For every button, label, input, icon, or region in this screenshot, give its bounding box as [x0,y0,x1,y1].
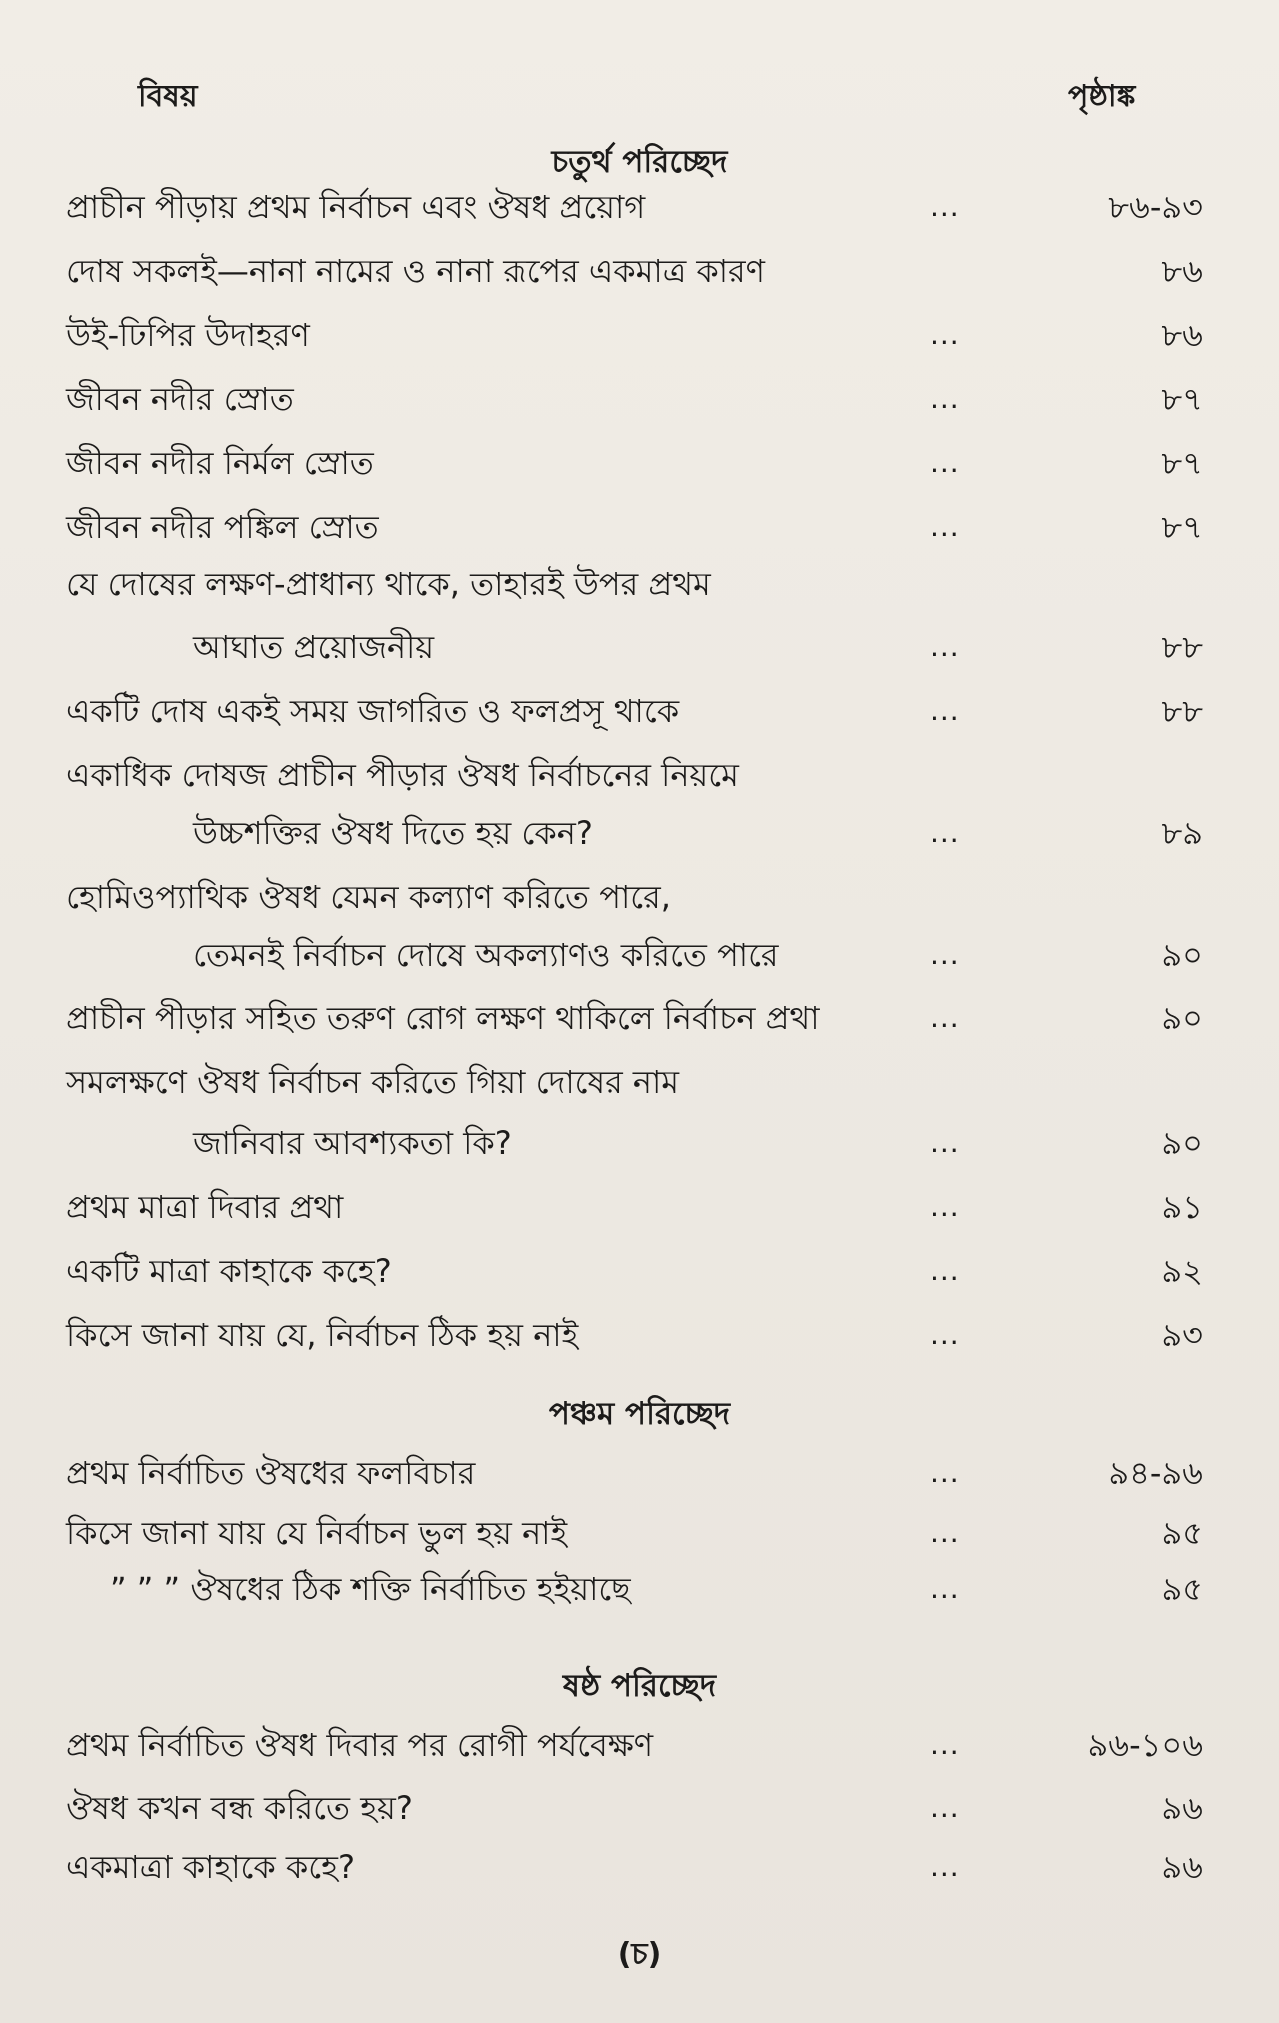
toc-entry-leader-dots: ... [930,1728,960,1761]
toc-entry-title: একমাত্রা কাহাকে কহে? [66,1848,355,1886]
toc-entry-leader-dots: ... [930,1190,960,1223]
toc-entry [0,1185,1279,1233]
toc-entry-page-number: ৮৬ [1161,316,1203,354]
toc-entry-page-number: ৯০ [1161,936,1203,974]
toc-entry-title: উচ্চশক্তির ঔষধ দিতে হয় কেন? [193,814,593,852]
toc-entry-title: যে দোষের লক্ষণ-প্রাধান্য থাকে, তাহারই উপর প্রথম [66,565,711,603]
toc-entry-title: প্রাচীন পীড়ায় প্রথম নির্বাচন এবং ঔষধ প্রয়োগ [66,188,646,226]
toc-entry [0,1249,1279,1297]
toc-entry-title: ” ” ” ঔষধের ঠিক শক্তি নির্বাচিত হইয়াছে [110,1570,631,1608]
toc-entry-title: সমলক্ষণে ঔষধ নির্বাচন করিতে গিয়া দোষের নাম [66,1063,680,1101]
toc-entry-title: জীবন নদীর নির্মল স্রোত [66,444,374,482]
toc-entry [0,1121,1279,1169]
toc-entry [0,811,1279,859]
toc-entry [0,1845,1279,1893]
toc-entry-title: একাধিক দোষজ প্রাচীন পীড়ার ঔষধ নির্বাচনের নিয়মে [66,756,739,794]
toc-entry [0,1567,1279,1615]
toc-entry-leader-dots: ... [930,1254,960,1287]
toc-entry-leader-dots: ... [930,1516,960,1549]
toc-entry-page-number: ৮৬ [1161,252,1203,290]
toc-entry-page-number: ৯০ [1161,999,1203,1037]
toc-entry-leader-dots: ... [930,382,960,415]
toc-entry-page-number: ৯৩ [1161,1316,1203,1354]
toc-entry-page-number: ৮৭ [1161,380,1203,418]
toc-entry [0,1451,1279,1499]
toc-entry-leader-dots: ... [930,1001,960,1034]
toc-entry-page-number: ৮৭ [1161,508,1203,546]
toc-entry-page-number: ৯৬ [1161,1848,1203,1886]
toc-entry-leader-dots: ... [930,190,960,223]
toc-entry-title: একটি মাত্রা কাহাকে কহে? [66,1252,392,1290]
column-header-subject: বিষয় [138,79,198,114]
toc-entry-page-number: ৯৫ [1161,1514,1203,1552]
toc-entry-title: উই-ঢিপির উদাহরণ [66,316,310,354]
toc-entry-leader-dots: ... [930,318,960,351]
toc-entry [0,933,1279,981]
toc-entry-title: প্রাচীন পীড়ার সহিত তরুণ রোগ লক্ষণ থাকিলে নির্বাচন প্রথা [66,999,820,1037]
toc-entry-page-number: ৯১ [1161,1188,1203,1226]
toc-entry [0,1723,1279,1771]
toc-entry [0,996,1279,1044]
toc-entry-leader-dots: ... [930,1456,960,1489]
toc-entry [0,441,1279,489]
toc-entry-leader-dots: ... [930,1572,960,1605]
toc-entry-title: কিসে জানা যায় যে, নির্বাচন ঠিক হয় নাই [66,1316,579,1354]
toc-entry-leader-dots: ... [930,446,960,479]
toc-entry [0,1786,1279,1834]
toc-entry [0,1313,1279,1361]
toc-entry-leader-dots: ... [930,938,960,971]
toc-entry-leader-dots: ... [930,630,960,663]
toc-entry-leader-dots: ... [930,1318,960,1351]
toc-entry [0,313,1279,361]
toc-entry-page-number: ৮৯ [1161,814,1203,852]
column-header-page-number: পৃষ্ঠাঙ্ক [1068,79,1136,114]
toc-entry-title: প্রথম মাত্রা দিবার প্রথা [66,1188,344,1226]
toc-entry [0,1511,1279,1559]
toc-entry-leader-dots: ... [930,1126,960,1159]
toc-entry-title: প্রথম নির্বাচিত ঔষধ দিবার পর রোগী পর্যবেক্ষণ [66,1726,654,1764]
toc-entry [0,875,1279,923]
toc-entry-title: হোমিওপ্যাথিক ঔষধ যেমন কল্যাণ করিতে পারে, [66,878,671,916]
toc-entry-leader-dots: ... [930,816,960,849]
toc-entry-title: প্রথম নির্বাচিত ঔষধের ফলবিচার [66,1454,476,1492]
toc-entry-page-number: ৮৬-৯৩ [1108,188,1203,226]
toc-entry-page-number: ৮৭ [1161,444,1203,482]
toc-entry-title: কিসে জানা যায় যে নির্বাচন ভুল হয় নাই [66,1514,568,1552]
toc-entry-title: জানিবার আবশ্যকতা কি? [193,1124,512,1162]
toc-entry-page-number: ৯২ [1161,1252,1203,1290]
toc-entry-page-number: ৯৪-৯৬ [1108,1454,1203,1492]
toc-entry-title: জীবন নদীর পঙ্কিল স্রোত [66,508,379,546]
page-footer-number: (চ) [617,1937,662,1972]
toc-entry-page-number: ৯৬ [1161,1789,1203,1827]
toc-entry [0,377,1279,425]
chapter-heading: ষষ্ঠ পরিচ্ছেদ [562,1668,717,1704]
toc-entry-title: দোষ সকলই—নানা নামের ও নানা রূপের একমাত্র কারণ [66,252,766,290]
toc-entry-page-number: ৮৮ [1161,692,1203,730]
toc-entry [0,505,1279,553]
chapter-heading: পঞ্চম পরিচ্ছেদ [548,1396,731,1432]
toc-entry-title: আঘাত প্রয়োজনীয় [193,628,435,666]
toc-entry-leader-dots: ... [930,1791,960,1824]
chapter-heading: চতুর্থ পরিচ্ছেদ [551,144,728,180]
toc-entry-leader-dots: ... [930,1850,960,1883]
toc-entry-page-number: ৮৮ [1161,628,1203,666]
toc-entry-title: ঔষধ কখন বন্ধ করিতে হয়? [66,1789,413,1827]
toc-entry [0,625,1279,673]
toc-entry [0,185,1279,233]
toc-entry [0,1060,1279,1108]
toc-entry-page-number: ৯৫ [1161,1570,1203,1608]
toc-entry [0,689,1279,737]
toc-entry-title: জীবন নদীর স্রোত [66,380,294,418]
toc-entry-title: একটি দোষ একই সময় জাগরিত ও ফলপ্রসূ থাকে [66,692,680,730]
toc-entry-page-number: ৯৬-১০৬ [1087,1726,1203,1764]
toc-entry [0,249,1279,297]
toc-entry-title: তেমনই নির্বাচন দোষে অকল্যাণও করিতে পারে [193,936,779,974]
toc-entry-leader-dots: ... [930,694,960,727]
toc-entry [0,562,1279,610]
toc-entry [0,753,1279,801]
toc-entry-leader-dots: ... [930,510,960,543]
toc-entry-page-number: ৯০ [1161,1124,1203,1162]
